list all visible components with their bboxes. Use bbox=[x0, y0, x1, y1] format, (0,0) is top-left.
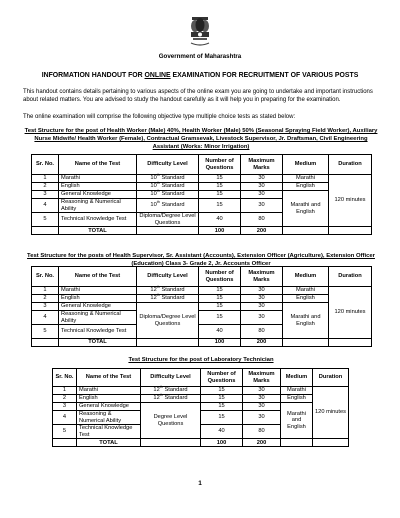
test-structure-table-2 bbox=[31, 266, 372, 347]
col-medium: Medium bbox=[283, 267, 329, 287]
sr-cell: 2 bbox=[32, 295, 59, 303]
total-questions: 100 bbox=[201, 439, 243, 447]
questions-cell: 15 bbox=[199, 303, 241, 311]
marks-cell: 30 bbox=[241, 199, 283, 213]
test-name-cell: General Knowledge bbox=[59, 191, 137, 199]
total-label: TOTAL bbox=[77, 439, 141, 447]
marks-cell: 30 bbox=[243, 395, 281, 403]
total-questions: 100 bbox=[199, 339, 241, 347]
total-row bbox=[32, 227, 372, 235]
sr-cell: 5 bbox=[32, 213, 59, 227]
questions-cell: 15 bbox=[201, 387, 243, 395]
marks-cell: 80 bbox=[243, 425, 281, 439]
marks-cell: 30 bbox=[241, 287, 283, 295]
page-number: 1 bbox=[198, 480, 202, 487]
col-sr: Sr. No. bbox=[32, 155, 59, 175]
col-marks: Maximum Marks bbox=[243, 369, 281, 387]
title-underlined-word: ONLINE bbox=[144, 72, 171, 79]
table-2-heading: Test Structure for the posts of Health Supervisor, Sr. Assistant (Accounts), Extension Officer (Agriculture), Extension Officer (Education) Class 3- Grade 2, Jr. Accounts Officer bbox=[27, 253, 375, 267]
medium-merged-cell: Marathi and English bbox=[283, 191, 329, 227]
col-medium: Medium bbox=[281, 369, 313, 387]
sr-cell: 4 bbox=[32, 199, 59, 213]
test-name-cell: Marathi bbox=[77, 387, 141, 395]
level-cell: 10th Standard bbox=[137, 191, 199, 199]
questions-cell: 15 bbox=[199, 199, 241, 213]
col-name: Name of the Test bbox=[77, 369, 141, 387]
table-row bbox=[32, 287, 372, 295]
table-row bbox=[53, 395, 349, 403]
total-row bbox=[53, 439, 349, 447]
test-name-cell: English bbox=[59, 295, 137, 303]
medium-cell: English bbox=[283, 295, 329, 303]
col-name: Name of the Test bbox=[59, 267, 137, 287]
test-structure-table-3 bbox=[52, 368, 349, 447]
questions-cell: 40 bbox=[199, 213, 241, 227]
level-cell: 10th Standard bbox=[137, 199, 199, 213]
sr-cell: 4 bbox=[53, 411, 77, 425]
table-header-row bbox=[32, 155, 372, 175]
duration-cell: 120 minutes bbox=[329, 287, 372, 339]
table-row bbox=[32, 303, 372, 311]
table-row bbox=[32, 295, 372, 303]
title-suffix: EXAMINATION FOR RECRUITMENT OF VARIOUS POSTS bbox=[170, 72, 359, 79]
sr-cell: 2 bbox=[53, 395, 77, 403]
questions-cell: 15 bbox=[199, 175, 241, 183]
sr-cell: 3 bbox=[32, 303, 59, 311]
medium-cell: Marathi bbox=[281, 387, 313, 395]
col-marks: Maximum Marks bbox=[241, 267, 283, 287]
sr-cell: 5 bbox=[32, 325, 59, 339]
level-cell: 12th Standard bbox=[141, 387, 201, 395]
test-name-cell: Reasoning & Numerical Ability bbox=[59, 311, 137, 325]
table-1-heading: Test Structure for the post of Health Worker (Male) 40%, Health Worker (Male) 50% (Seasonal Spraying Field Worker), Auxiliary Nurse Midwife/ Health Worker (Female), Contractual Gramsevak, Livestock Supervisor, Jr. Draftsman, Civil Engineering Assistant (Works: Minor Irrigation) bbox=[24, 128, 378, 150]
sr-cell: 3 bbox=[53, 403, 77, 411]
intro-paragraph-2: The online examination will comprise the following objective type multiple choice tests as stated below: bbox=[23, 114, 296, 120]
sr-cell: 1 bbox=[32, 175, 59, 183]
test-name-cell: Marathi bbox=[59, 175, 137, 183]
questions-cell: 15 bbox=[199, 183, 241, 191]
test-name-cell: General Knowledge bbox=[77, 403, 141, 411]
questions-cell: 40 bbox=[201, 425, 243, 439]
col-duration: Duration bbox=[329, 155, 372, 175]
questions-cell: 15 bbox=[201, 395, 243, 403]
table-row bbox=[32, 191, 372, 199]
test-name-cell: English bbox=[77, 395, 141, 403]
level-cell: 10th Standard bbox=[137, 183, 199, 191]
questions-cell: 15 bbox=[199, 191, 241, 199]
marks-cell: 30 bbox=[241, 183, 283, 191]
level-cell: 12th Standard bbox=[137, 295, 199, 303]
marks-cell: 30 bbox=[241, 303, 283, 311]
marks-cell: 30 bbox=[241, 295, 283, 303]
test-structure-table-1 bbox=[31, 154, 372, 235]
page-title bbox=[16, 72, 384, 79]
total-label: TOTAL bbox=[59, 227, 137, 235]
government-label: Government of Maharashtra bbox=[158, 53, 242, 60]
sr-cell: 1 bbox=[32, 287, 59, 295]
questions-cell: 15 bbox=[199, 311, 241, 325]
marks-cell: 30 bbox=[243, 387, 281, 395]
state-emblem-icon bbox=[186, 14, 214, 50]
medium-cell: English bbox=[281, 395, 313, 403]
total-marks: 200 bbox=[243, 439, 281, 447]
test-name-cell: General Knowledge bbox=[59, 303, 137, 311]
level-cell: Diploma/Degree Level Questions bbox=[137, 213, 199, 227]
medium-cell: Marathi bbox=[283, 287, 329, 295]
marks-cell: 30 bbox=[241, 191, 283, 199]
test-name-cell: Technical Knowledge Test bbox=[59, 213, 137, 227]
table-row bbox=[32, 175, 372, 183]
sr-cell: 5 bbox=[53, 425, 77, 439]
col-level: Difficulty Level bbox=[137, 267, 199, 287]
test-name-cell: Reasoning & Numerical Ability bbox=[77, 411, 141, 425]
total-label: TOTAL bbox=[59, 339, 137, 347]
sr-cell: 3 bbox=[32, 191, 59, 199]
marks-cell: 80 bbox=[241, 325, 283, 339]
level-merged-cell: Degree Level Questions bbox=[141, 403, 201, 439]
col-name: Name of the Test bbox=[59, 155, 137, 175]
total-marks: 200 bbox=[241, 339, 283, 347]
test-name-cell: Technical Knowledge Test bbox=[59, 325, 137, 339]
col-questions: Number of Questions bbox=[199, 267, 241, 287]
medium-merged-cell: Marathi and English bbox=[283, 303, 329, 339]
duration-cell: 120 minutes bbox=[313, 387, 349, 439]
table-header-row bbox=[32, 267, 372, 287]
title-prefix: INFORMATION HANDOUT FOR bbox=[41, 72, 145, 79]
test-name-cell: Technical Knowledge Test bbox=[77, 425, 141, 439]
intro-paragraph: This handout contains details pertaining to various aspects of the online exam you are going to undertake and important instructions about related matters. You are advised to study the handout carefully as it will help you in preparing for the examination. bbox=[23, 89, 373, 104]
questions-cell: 15 bbox=[201, 411, 243, 425]
marks-cell: 30 bbox=[241, 175, 283, 183]
test-name-cell: English bbox=[59, 183, 137, 191]
questions-cell: 15 bbox=[199, 287, 241, 295]
marks-cell: 30 bbox=[241, 311, 283, 325]
questions-cell: 15 bbox=[201, 403, 243, 411]
questions-cell: 40 bbox=[199, 325, 241, 339]
level-cell: 10th Standard bbox=[137, 175, 199, 183]
test-name-cell: Reasoning & Numerical Ability bbox=[59, 199, 137, 213]
total-marks: 200 bbox=[241, 227, 283, 235]
test-name-cell: Marathi bbox=[59, 287, 137, 295]
medium-cell: English bbox=[283, 183, 329, 191]
total-row bbox=[32, 339, 372, 347]
duration-cell: 120 minutes bbox=[329, 175, 372, 227]
col-marks: Maximum Marks bbox=[241, 155, 283, 175]
medium-merged-cell: Marathi and English bbox=[281, 403, 313, 439]
col-duration: Duration bbox=[313, 369, 349, 387]
level-cell: 12th Standard bbox=[137, 287, 199, 295]
total-questions: 100 bbox=[199, 227, 241, 235]
medium-cell: Marathi bbox=[283, 175, 329, 183]
col-medium: Medium bbox=[283, 155, 329, 175]
col-level: Difficulty Level bbox=[137, 155, 199, 175]
table-header-row bbox=[53, 369, 349, 387]
table-row bbox=[53, 387, 349, 395]
sr-cell: 2 bbox=[32, 183, 59, 191]
questions-cell: 15 bbox=[199, 295, 241, 303]
level-merged-cell: Diploma/Degree Level Questions bbox=[137, 303, 199, 339]
sr-cell: 1 bbox=[53, 387, 77, 395]
marks-cell: 30 bbox=[243, 403, 281, 411]
col-duration: Duration bbox=[329, 267, 372, 287]
col-sr: Sr. No. bbox=[53, 369, 77, 387]
table-row bbox=[53, 403, 349, 411]
col-level: Difficulty Level bbox=[141, 369, 201, 387]
col-questions: Number of Questions bbox=[201, 369, 243, 387]
marks-cell: 80 bbox=[241, 213, 283, 227]
table-row bbox=[32, 183, 372, 191]
col-questions: Number of Questions bbox=[199, 155, 241, 175]
sr-cell: 4 bbox=[32, 311, 59, 325]
marks-cell: 30 bbox=[243, 411, 281, 425]
level-cell: 12th Standard bbox=[141, 395, 201, 403]
table-3-heading: Test Structure for the post of Laboratory Technician bbox=[128, 357, 274, 363]
col-sr: Sr. No. bbox=[32, 267, 59, 287]
